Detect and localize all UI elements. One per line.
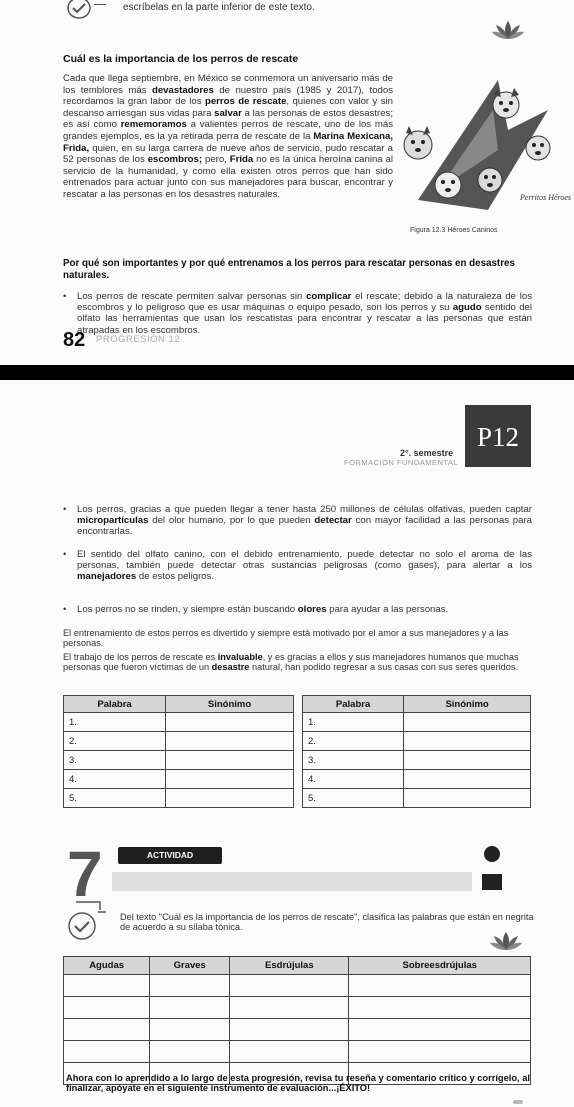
answer-cell[interactable] (230, 1041, 349, 1063)
synonym-cell[interactable] (166, 713, 294, 732)
scroll-indicator[interactable] (513, 1100, 523, 1104)
column-header-graves: Graves (150, 957, 230, 975)
dog-face-right (526, 136, 550, 160)
dash-mark (94, 4, 106, 5)
bullet-rescue: • Los perros de rescate permiten salvar personas sin complicar el rescate; debido a la naturaleza de los escombros y lo peligroso que es usar máquinas o equipo pesado, son los perros y su agudo sentido del olfato las herramientas que usan los rescatistas para encontrar y rescatar a las personas que están atrapadas en los escombros. (77, 291, 532, 336)
row-number: 5. (303, 789, 404, 808)
synonym-cell[interactable] (166, 770, 294, 789)
answer-cell[interactable] (230, 997, 349, 1019)
table-row (64, 975, 531, 997)
progression-label: PROGRESIÓN 12 (96, 334, 181, 345)
synonym-cell[interactable] (404, 789, 531, 808)
row-number: 5. (64, 789, 166, 808)
answer-cell[interactable] (349, 997, 531, 1019)
column-header-sobreesdrujulas: Sobreesdrújulas (349, 957, 531, 975)
bullet-detect-gases: • El sentido del olfato canino, con el debido entrenamiento, puede detectar no solo el aroma de las personas, también puede detectar otras sustancias peligrosas (como gases), para alertar a los manejadores de estos peligros. (77, 549, 532, 583)
checkmark-circle-icon (66, 900, 108, 944)
synonym-cell[interactable] (166, 751, 294, 770)
activity-bar (112, 872, 472, 891)
column-header-synonym: Sinónimo (166, 696, 294, 713)
column-header-agudas: Agudas (64, 957, 150, 975)
answer-cell[interactable] (64, 1041, 150, 1063)
dog-face-bottom (478, 168, 502, 192)
answer-cell[interactable] (150, 1041, 230, 1063)
question-heading: Por qué son importantes y por qué entrenamos a los perros para rescatar personas en desastres naturales. (63, 258, 515, 281)
table-row (303, 732, 531, 751)
training-paragraph: El entrenamiento de estos perros es divertido y siempre está motivado por el amor a sus manejadores y a las personas. (63, 628, 509, 648)
page-82 (0, 0, 574, 365)
synonym-cell[interactable] (404, 732, 531, 751)
table-row (64, 751, 294, 770)
section-heading: Cuál es la importancia de los perros de rescate (63, 53, 299, 65)
answer-cell[interactable] (349, 1019, 531, 1041)
table-row (303, 789, 531, 808)
table-row (64, 1019, 531, 1041)
lotus-icon (492, 19, 524, 41)
final-instruction: Ahora con lo aprendido a lo largo de esta progresión, revisa tu reseña y comentario crítico y corrígelo, al finalizar, apóyate en el siguiente instrumento de evaluación...¡ÉXITO! (66, 1073, 530, 1093)
table-row (64, 770, 294, 789)
activity-instruction: Del texto "Cuál es la importancia de los perros de rescate", clasifica las palabras que están en negrita de acuerdo a su sílaba tónica. (120, 912, 534, 932)
figure-sign: Perritos Héroes (520, 193, 572, 202)
answer-cell[interactable] (230, 1019, 349, 1041)
table-row (303, 770, 531, 789)
column-header-word: Palabra (303, 696, 404, 713)
progression-badge: P12 (465, 405, 531, 467)
answer-cell[interactable] (64, 997, 150, 1019)
checkmark-circle-icon (66, 0, 92, 20)
figure-caption: Figura 12.3 Héroes Caninos (410, 227, 498, 234)
page-83 (0, 380, 574, 1107)
page-number: 82 (63, 329, 86, 351)
answer-cell[interactable] (64, 975, 150, 997)
semester-label: 2°. semestre (400, 448, 454, 458)
activity-label: ACTIVIDAD (118, 847, 222, 864)
answer-cell[interactable] (64, 1019, 150, 1041)
table-row (64, 713, 294, 732)
row-number: 2. (64, 732, 166, 751)
activity-number: 7 (67, 838, 103, 910)
stress-classification-table (63, 956, 531, 1085)
intro-paragraph: Cada que llega septiembre, en México se conmemora un aniversario más de los temblores más devastadores de nuestro país (1985 y 2017), todos recordamos la gran labor de los perros de rescate, quienes con valor y sin descanso arriesgan sus vidas para salvar a las personas de estos desastres; es así como rememoramos a valientes perros de rescate, uno de los más grandes ejemplos, es la ya retirada perra de rescate de la Marina Mexicana, Frida, quien, en su larga carrera de nueve años de servicio, pudo rescatar a 52 personas de los escombros; pero, Frida no es la única heroína canina al servicio de la humanidad, y como ella existen otros perros que han sido entrenados para actuar junto con sus manejadores para buscar, encontrar y rescatar a las personas en los desastres naturales. (63, 73, 394, 200)
column-header-esdrujulas: Esdrújulas (230, 957, 349, 975)
table-row (303, 713, 531, 732)
table-row (303, 751, 531, 770)
row-number: 1. (303, 713, 404, 732)
answer-cell[interactable] (349, 1041, 531, 1063)
answer-cell[interactable] (349, 975, 531, 997)
dog-face-top (493, 88, 519, 118)
word-synonym-table-left (63, 695, 294, 808)
answer-cell[interactable] (150, 997, 230, 1019)
heroic-dogs-illustration (398, 70, 572, 220)
invaluable-paragraph: El trabajo de los perros de rescate es invaluable, y es gracias a ellos y sus manejadores humanos que muchas personas que fueron víctimas de un desastre natural, han podido regresar a sus casas con sus seres queridos. (63, 652, 519, 672)
answer-cell[interactable] (230, 975, 349, 997)
synonym-cell[interactable] (166, 789, 294, 808)
answer-cell[interactable] (150, 975, 230, 997)
table-row (64, 732, 294, 751)
row-number: 3. (303, 751, 404, 770)
row-number: 4. (64, 770, 166, 789)
row-number: 1. (64, 713, 166, 732)
table-row (64, 789, 294, 808)
bullet-never-give-up: • Los perros no se rinden, y siempre están buscando olores para ayudar a las personas. (77, 604, 532, 615)
column-header-word: Palabra (64, 696, 166, 713)
table-row (64, 997, 531, 1019)
synonym-cell[interactable] (404, 713, 531, 732)
person-icon (480, 846, 504, 892)
word-synonym-table-right (302, 695, 531, 808)
bullet-olfactory-cells: • Los perros, gracias a que pueden llegar a tener hasta 250 millones de células olfativas, pueden captar micropartículas del olor humano, por lo que pueden detectar con mayor facilidad a las personas para encontrarlas. (77, 504, 532, 538)
lotus-icon (490, 930, 522, 952)
top-text: escríbelas en la parte inferior de este texto. (123, 2, 315, 13)
column-header-synonym: Sinónimo (404, 696, 531, 713)
formation-label: FORMACIÓN FUNDAMENTAL (344, 458, 459, 467)
row-number: 4. (303, 770, 404, 789)
dog-face-left (404, 126, 432, 159)
table-row (64, 1041, 531, 1063)
answer-cell[interactable] (150, 1019, 230, 1041)
row-number: 2. (303, 732, 404, 751)
synonym-cell[interactable] (166, 732, 294, 751)
synonym-cell[interactable] (404, 751, 531, 770)
dog-face-center (435, 172, 461, 198)
row-number: 3. (64, 751, 166, 770)
synonym-cell[interactable] (404, 770, 531, 789)
